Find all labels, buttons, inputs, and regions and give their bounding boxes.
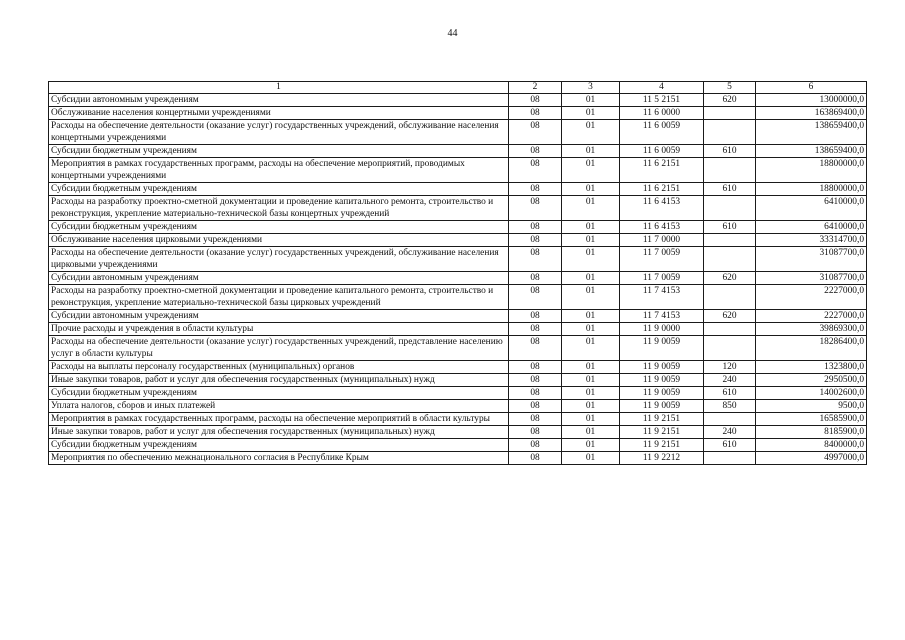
row-name-cell: Расходы на обеспечение деятельности (оказание услуг) государственных учреждений, обслуживание населения цирковыми учреждениями [49, 247, 509, 272]
table-row [49, 107, 867, 120]
row-name-cell: Расходы на обеспечение деятельности (оказание услуг) государственных учреждений, обслуживание населения концертными учреждениями [49, 120, 509, 145]
subsection-code-cell: 01 [562, 387, 620, 400]
amount-cell: 31087700,0 [756, 247, 867, 272]
section-code-cell: 08 [509, 387, 562, 400]
subsection-code-cell: 01 [562, 374, 620, 387]
header-cell: 4 [620, 82, 704, 94]
section-code-cell: 08 [509, 361, 562, 374]
table-row [49, 400, 867, 413]
amount-cell: 39869300,0 [756, 323, 867, 336]
expense-type-cell [704, 323, 756, 336]
amount-cell: 138659400,0 [756, 145, 867, 158]
amount-cell: 13000000,0 [756, 94, 867, 107]
table-row [49, 183, 867, 196]
target-article-cell: 11 9 2212 [620, 452, 704, 465]
target-article-cell: 11 6 2151 [620, 183, 704, 196]
table-row [49, 426, 867, 439]
section-code-cell: 08 [509, 221, 562, 234]
section-code-cell: 08 [509, 158, 562, 183]
target-article-cell: 11 7 4153 [620, 310, 704, 323]
table-row [49, 336, 867, 361]
subsection-code-cell: 01 [562, 426, 620, 439]
row-name-cell: Расходы на обеспечение деятельности (оказание услуг) государственных учреждений, представление населению услуг в области культуры [49, 336, 509, 361]
expense-type-cell: 240 [704, 426, 756, 439]
amount-cell: 18286400,0 [756, 336, 867, 361]
row-name-cell: Иные закупки товаров, работ и услуг для обеспечения государственных (муниципальных) нужд [49, 374, 509, 387]
target-article-cell: 11 6 4153 [620, 196, 704, 221]
expense-type-cell [704, 107, 756, 120]
expense-type-cell: 240 [704, 374, 756, 387]
row-name-cell: Мероприятия по обеспечению межнационального согласия в Республике Крым [49, 452, 509, 465]
target-article-cell: 11 9 0059 [620, 400, 704, 413]
subsection-code-cell: 01 [562, 183, 620, 196]
table-header-row [49, 82, 867, 94]
expense-type-cell [704, 247, 756, 272]
subsection-code-cell: 01 [562, 120, 620, 145]
table-row [49, 439, 867, 452]
table-row [49, 120, 867, 145]
target-article-cell: 11 9 2151 [620, 413, 704, 426]
target-article-cell: 11 5 2151 [620, 94, 704, 107]
target-article-cell: 11 6 2151 [620, 158, 704, 183]
subsection-code-cell: 01 [562, 400, 620, 413]
section-code-cell: 08 [509, 374, 562, 387]
section-code-cell: 08 [509, 310, 562, 323]
subsection-code-cell: 01 [562, 247, 620, 272]
subsection-code-cell: 01 [562, 94, 620, 107]
amount-cell: 2950500,0 [756, 374, 867, 387]
section-code-cell: 08 [509, 285, 562, 310]
header-cell: 3 [562, 82, 620, 94]
target-article-cell: 11 6 0059 [620, 145, 704, 158]
amount-cell: 2227000,0 [756, 310, 867, 323]
amount-cell: 16585900,0 [756, 413, 867, 426]
expense-type-cell [704, 413, 756, 426]
table-body [49, 94, 867, 465]
expense-type-cell [704, 285, 756, 310]
expense-type-cell [704, 336, 756, 361]
amount-cell: 8185900,0 [756, 426, 867, 439]
target-article-cell: 11 9 0059 [620, 361, 704, 374]
row-name-cell: Прочие расходы и учреждения в области культуры [49, 323, 509, 336]
expense-type-cell: 610 [704, 183, 756, 196]
section-code-cell: 08 [509, 107, 562, 120]
amount-cell: 14002600,0 [756, 387, 867, 400]
table-row [49, 310, 867, 323]
expense-type-cell: 120 [704, 361, 756, 374]
section-code-cell: 08 [509, 234, 562, 247]
target-article-cell: 11 9 2151 [620, 439, 704, 452]
table-row [49, 196, 867, 221]
table-row [49, 221, 867, 234]
table-row [49, 158, 867, 183]
expense-type-cell: 610 [704, 221, 756, 234]
table-row [49, 94, 867, 107]
table-row [49, 361, 867, 374]
subsection-code-cell: 01 [562, 439, 620, 452]
subsection-code-cell: 01 [562, 452, 620, 465]
row-name-cell: Субсидии автономным учреждениям [49, 310, 509, 323]
amount-cell: 4997000,0 [756, 452, 867, 465]
amount-cell: 138659400,0 [756, 120, 867, 145]
expense-type-cell: 850 [704, 400, 756, 413]
amount-cell: 18800000,0 [756, 183, 867, 196]
page-number: 44 [447, 28, 458, 39]
target-article-cell: 11 7 4153 [620, 285, 704, 310]
row-name-cell: Субсидии автономным учреждениям [49, 272, 509, 285]
target-article-cell: 11 7 0059 [620, 247, 704, 272]
section-code-cell: 08 [509, 336, 562, 361]
table-row [49, 247, 867, 272]
row-name-cell: Иные закупки товаров, работ и услуг для обеспечения государственных (муниципальных) нужд [49, 426, 509, 439]
subsection-code-cell: 01 [562, 158, 620, 183]
expense-type-cell [704, 120, 756, 145]
expense-type-cell: 610 [704, 387, 756, 400]
amount-cell: 9500,0 [756, 400, 867, 413]
row-name-cell: Обслуживание населения цирковыми учреждениями [49, 234, 509, 247]
expense-type-cell [704, 196, 756, 221]
section-code-cell: 08 [509, 323, 562, 336]
table-row [49, 323, 867, 336]
target-article-cell: 11 7 0059 [620, 272, 704, 285]
amount-cell: 2227000,0 [756, 285, 867, 310]
table-row [49, 285, 867, 310]
section-code-cell: 08 [509, 426, 562, 439]
amount-cell: 31087700,0 [756, 272, 867, 285]
target-article-cell: 11 9 2151 [620, 426, 704, 439]
section-code-cell: 08 [509, 120, 562, 145]
header-cell: 1 [49, 82, 509, 94]
table-row [49, 374, 867, 387]
budget-table [48, 81, 867, 465]
expense-type-cell [704, 234, 756, 247]
subsection-code-cell: 01 [562, 221, 620, 234]
section-code-cell: 08 [509, 439, 562, 452]
section-code-cell: 08 [509, 94, 562, 107]
target-article-cell: 11 6 0059 [620, 120, 704, 145]
subsection-code-cell: 01 [562, 413, 620, 426]
header-cell: 2 [509, 82, 562, 94]
row-name-cell: Мероприятия в рамках государственных программ, расходы на обеспечение мероприятий, проводимых концертными учреждениями [49, 158, 509, 183]
header-cell: 6 [756, 82, 867, 94]
subsection-code-cell: 01 [562, 145, 620, 158]
row-name-cell: Субсидии бюджетным учреждениям [49, 145, 509, 158]
amount-cell: 18800000,0 [756, 158, 867, 183]
amount-cell: 33314700,0 [756, 234, 867, 247]
expense-type-cell: 620 [704, 310, 756, 323]
expense-type-cell: 610 [704, 439, 756, 452]
section-code-cell: 08 [509, 196, 562, 221]
section-code-cell: 08 [509, 452, 562, 465]
section-code-cell: 08 [509, 413, 562, 426]
table-row [49, 452, 867, 465]
section-code-cell: 08 [509, 400, 562, 413]
subsection-code-cell: 01 [562, 361, 620, 374]
amount-cell: 1323800,0 [756, 361, 867, 374]
amount-cell: 6410000,0 [756, 196, 867, 221]
subsection-code-cell: 01 [562, 196, 620, 221]
section-code-cell: 08 [509, 145, 562, 158]
row-name-cell: Обслуживание населения концертными учреждениями [49, 107, 509, 120]
subsection-code-cell: 01 [562, 310, 620, 323]
target-article-cell: 11 6 0000 [620, 107, 704, 120]
subsection-code-cell: 01 [562, 272, 620, 285]
amount-cell: 163869400,0 [756, 107, 867, 120]
table-row [49, 272, 867, 285]
row-name-cell: Субсидии автономным учреждениям [49, 94, 509, 107]
subsection-code-cell: 01 [562, 107, 620, 120]
row-name-cell: Субсидии бюджетным учреждениям [49, 221, 509, 234]
expense-type-cell: 620 [704, 272, 756, 285]
header-cell: 5 [704, 82, 756, 94]
table-row [49, 413, 867, 426]
row-name-cell: Расходы на выплаты персоналу государственных (муниципальных) органов [49, 361, 509, 374]
section-code-cell: 08 [509, 183, 562, 196]
table-row [49, 387, 867, 400]
table-row [49, 234, 867, 247]
row-name-cell: Мероприятия в рамках государственных программ, расходы на обеспечение мероприятий в области культуры [49, 413, 509, 426]
target-article-cell: 11 6 4153 [620, 221, 704, 234]
subsection-code-cell: 01 [562, 285, 620, 310]
amount-cell: 6410000,0 [756, 221, 867, 234]
subsection-code-cell: 01 [562, 323, 620, 336]
section-code-cell: 08 [509, 247, 562, 272]
expense-type-cell [704, 452, 756, 465]
subsection-code-cell: 01 [562, 234, 620, 247]
expense-type-cell: 610 [704, 145, 756, 158]
row-name-cell: Расходы на разработку проектно-сметной документации и проведение капитального ремонта, строительство и реконструкция, укрепление материально-технической базы цирковых учреждений [49, 285, 509, 310]
expense-type-cell: 620 [704, 94, 756, 107]
target-article-cell: 11 9 0000 [620, 323, 704, 336]
table-row [49, 145, 867, 158]
row-name-cell: Уплата налогов, сборов и иных платежей [49, 400, 509, 413]
target-article-cell: 11 7 0000 [620, 234, 704, 247]
target-article-cell: 11 9 0059 [620, 374, 704, 387]
row-name-cell: Субсидии бюджетным учреждениям [49, 183, 509, 196]
subsection-code-cell: 01 [562, 336, 620, 361]
row-name-cell: Субсидии бюджетным учреждениям [49, 387, 509, 400]
target-article-cell: 11 9 0059 [620, 336, 704, 361]
row-name-cell: Расходы на разработку проектно-сметной документации и проведение капитального ремонта, строительство и реконструкция, укрепление материально-технической базы концертных учреждений [49, 196, 509, 221]
target-article-cell: 11 9 0059 [620, 387, 704, 400]
section-code-cell: 08 [509, 272, 562, 285]
row-name-cell: Субсидии бюджетным учреждениям [49, 439, 509, 452]
expense-type-cell [704, 158, 756, 183]
amount-cell: 8400000,0 [756, 439, 867, 452]
